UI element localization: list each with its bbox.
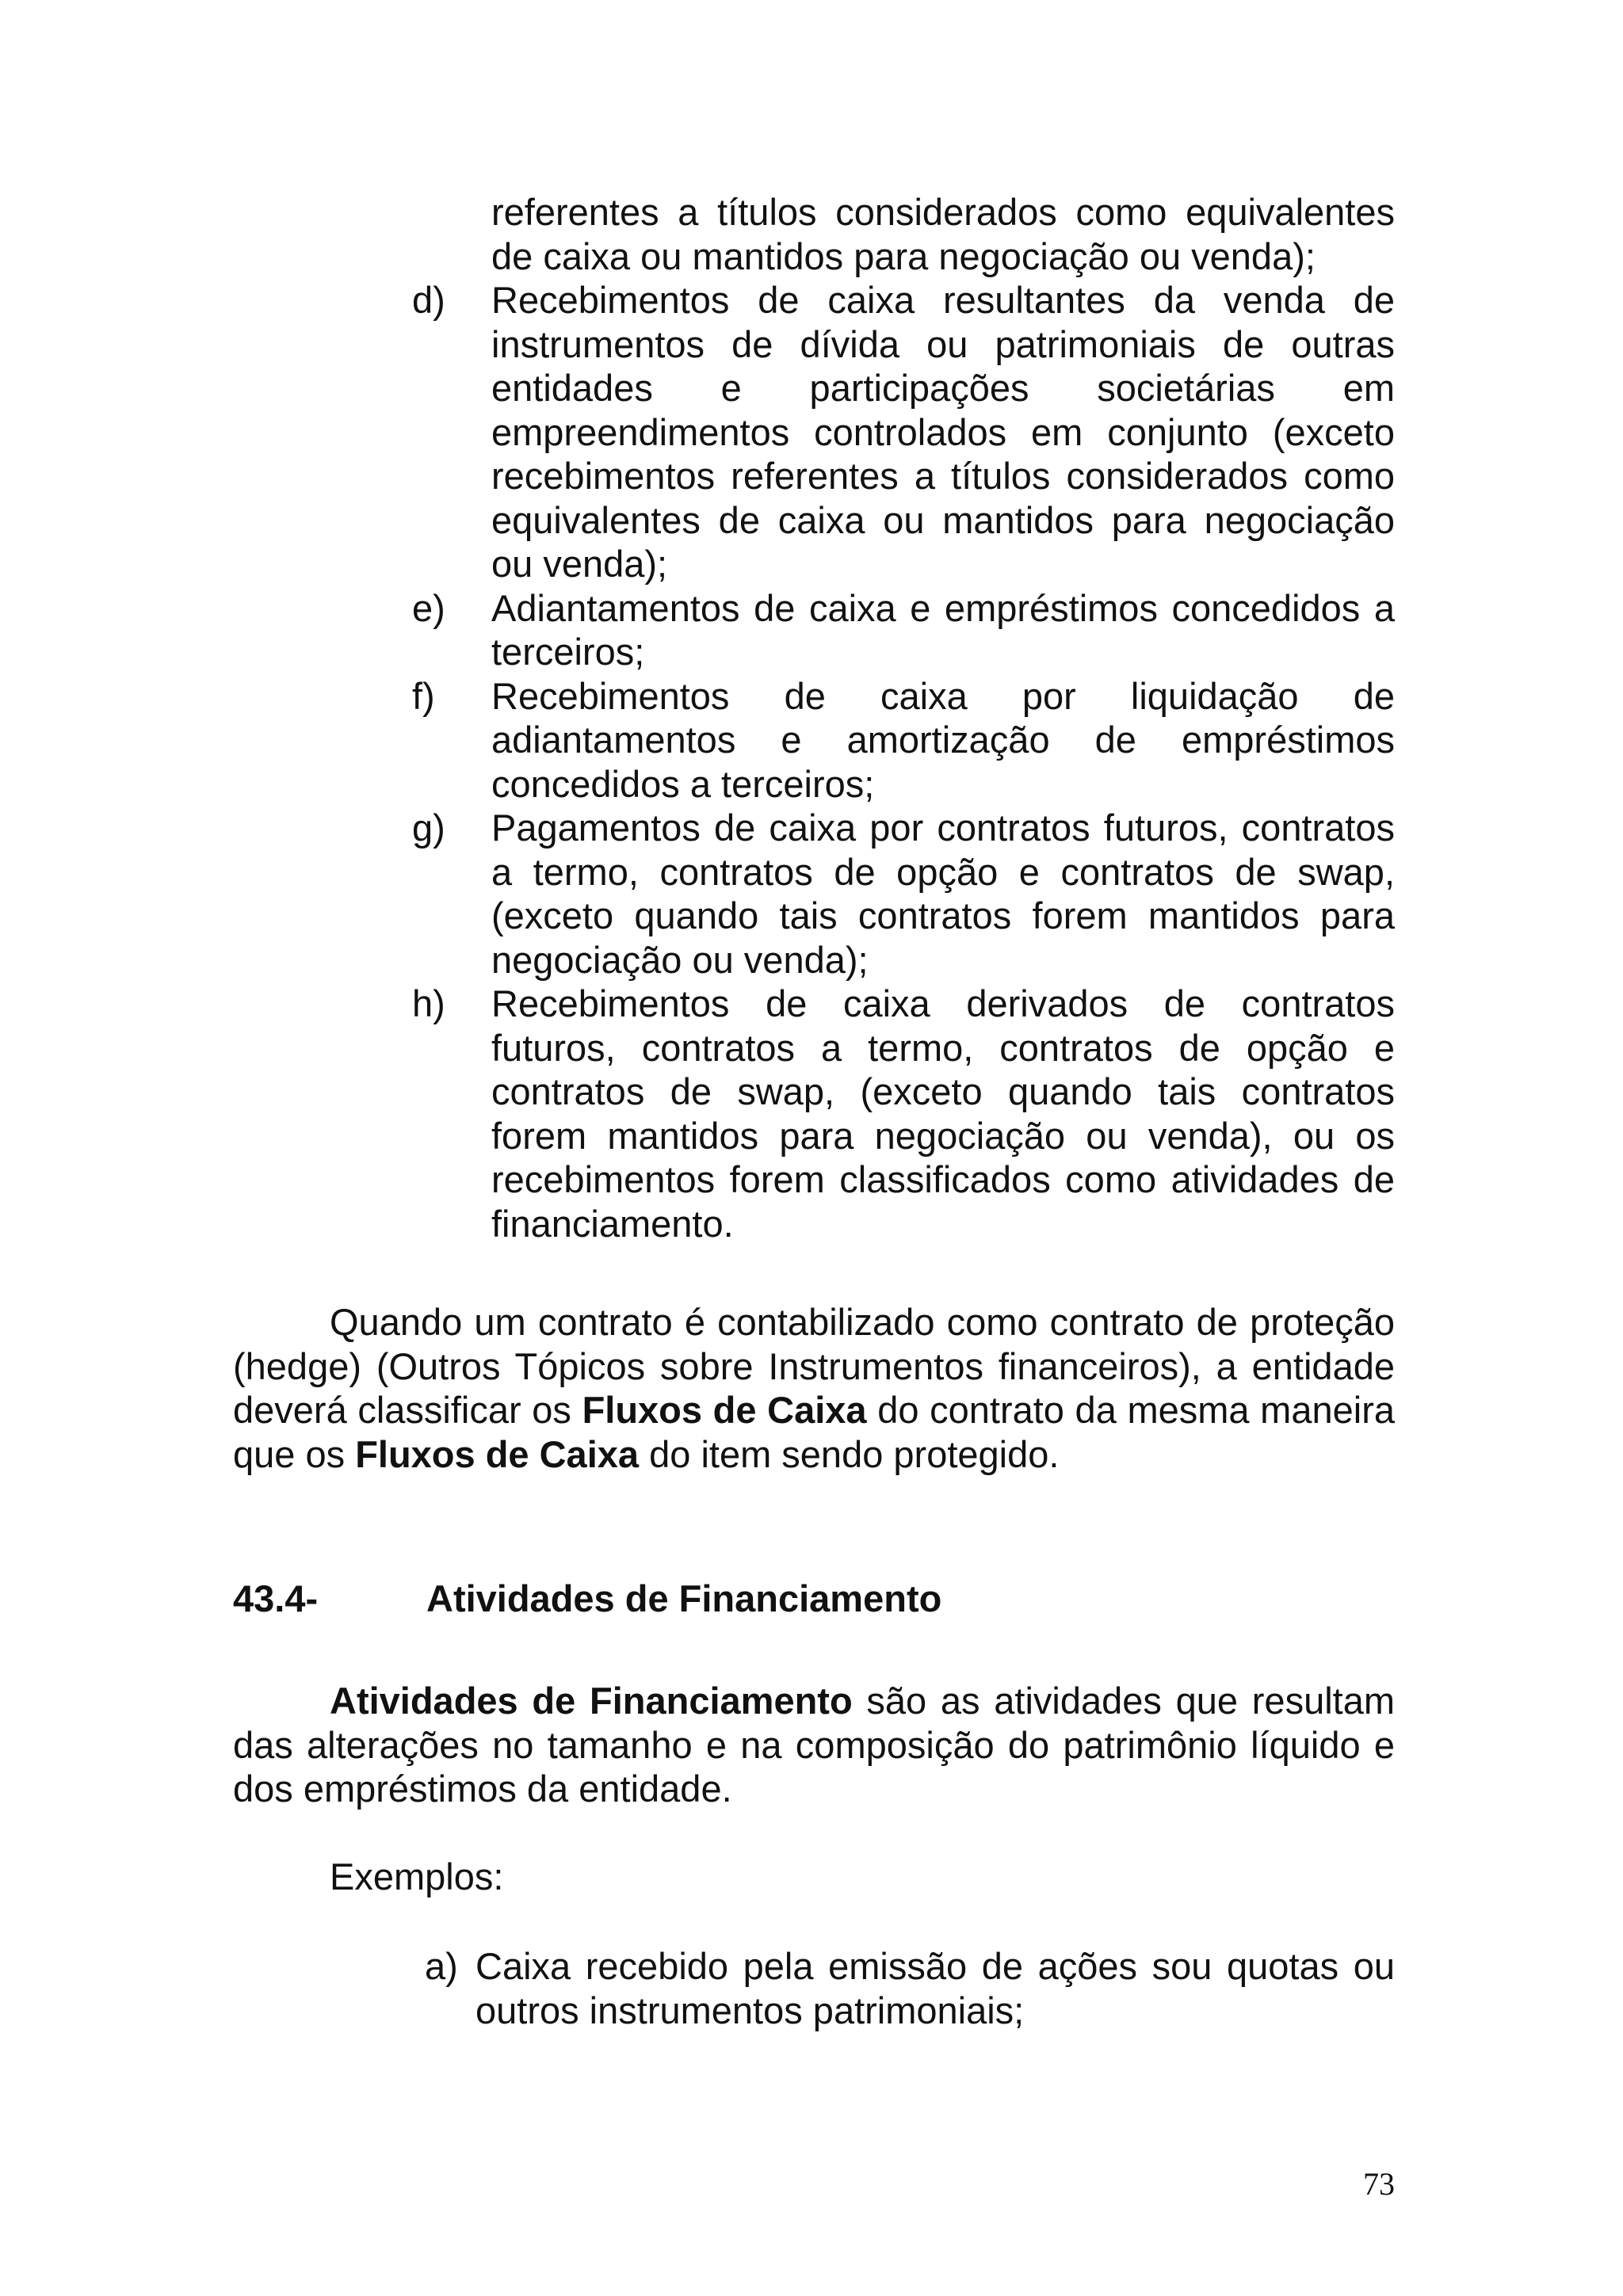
list-marker: f) [412,674,435,717]
paragraph-text: do item sendo protegido. [639,1432,1060,1475]
list-marker: d) [412,279,445,321]
paragraph-text: são as atividades que resultam das alterações no tamanho e na composição do patrimônio líquido e dos empréstimos da entidade. [233,1680,1395,1810]
section-title: Atividades de Financiamento [426,1577,942,1619]
examples-label: Exemplos: [330,1855,504,1897]
list-investing-activities [412,190,1395,1245]
list-item-g [412,806,1395,982]
list-item-d [412,278,1395,586]
paragraph-definition [233,1679,1395,1811]
section-heading [233,1577,1395,1621]
bold-term: Atividades de Financiamento [330,1680,853,1722]
list-item-f [412,674,1395,807]
list-item-text: Adiantamentos de caixa e empréstimos concedidos a terceiros; [491,586,1395,673]
list-financing-activities [425,1944,1395,2032]
page-number: 73 [1363,2166,1395,2202]
list-item-continuation: referentes a títulos considerados como equivalentes de caixa ou mantidos para negociação ou venda); [491,191,1395,277]
list-item-text: Pagamentos de caixa por contratos futuros, contratos a termo, contratos de opção e contratos de swap, (exceto quando tais contratos forem mantidos para negociação ou venda); [491,807,1395,981]
list-item-text: Recebimentos de caixa derivados de contratos futuros, contratos a termo, contratos de opção e contratos de swap, (exceto quando tais contratos forem mantidos para negociação ou venda), ou os recebimentos forem classificados como atividades de financiamento. [491,982,1395,1245]
list-item-text: Caixa recebido pela emissão de ações sou quotas ou outros instrumentos patrimoniais; [475,1945,1395,2031]
list-item-a [425,1944,1395,2032]
bold-term: Fluxos de Caixa [355,1432,640,1475]
list-item-h [412,982,1395,1245]
bold-term: Fluxos de Caixa [582,1389,867,1431]
list-item-text: Recebimentos de caixa resultantes da venda de instrumentos de dívida ou patrimoniais de outras entidades e participações societárias em empreendimentos controlados em conjunto (exceto recebimentos referentes a títulos considerados como equivalentes de caixa ou mantidos para negociação ou venda); [491,279,1395,585]
section-number: 43.4- [233,1577,319,1619]
list-item-text: Recebimentos de caixa por liquidação de adiantamentos e amortização de empréstimos concedidos a terceiros; [491,674,1395,805]
list-marker: e) [412,586,445,629]
list-item-e [412,586,1395,674]
list-marker: h) [412,982,445,1024]
paragraph-hedge [233,1300,1395,1476]
list-marker: g) [412,807,445,849]
list-marker: a) [425,1945,458,1987]
paragraph-text: Quando um contrato é contabilizado como contrato de proteção (hedge) (Outros Tópicos sobre Instrumentos financeiros), a entidade deverá classificar os [233,1301,1395,1431]
paragraph-text: do contrato da mesma maneira que os [233,1389,1395,1475]
